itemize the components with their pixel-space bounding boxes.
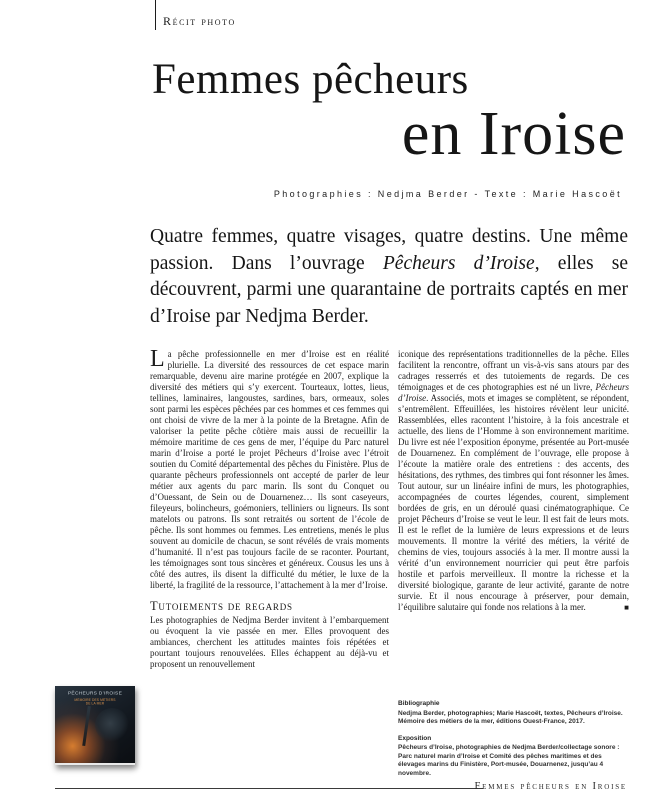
article-column-right <box>398 349 629 613</box>
article-paragraph-2-right <box>398 349 629 613</box>
article-paragraph-1 <box>150 346 389 591</box>
book-cover-gear-shape <box>95 708 129 742</box>
dropcap: L <box>150 346 165 372</box>
page-title-line2: en Iroise <box>401 100 626 168</box>
footer-running-title: Femmes pêcheurs en Iroise <box>474 781 627 792</box>
article-column-left <box>150 346 389 670</box>
article-book-title: Pêcheurs d’Iroise <box>398 382 629 403</box>
article-end-mark: ■ <box>624 603 629 612</box>
bibliography-entry: Nedjma Berder, photographies; Marie Hascoët, textes, Pêcheurs d’Iroise. Mémoire des métiers de la mer, éditions Ouest-France, 2017. <box>398 709 623 725</box>
page-title-line1: Femmes pêcheurs <box>152 56 469 103</box>
section-heading: Tutoiements de regards <box>150 599 293 613</box>
exposition-heading: Exposition <box>398 734 432 742</box>
book-cover-subtitle: MÉMOIRE DES MÉTIERS DE LA MER <box>74 699 116 706</box>
article-paragraph-2-right-text-2: . Associés, mots et images se complètent, se répondent, s’entremêlent. Effeuillées, les histoires révèlent leur unicité. Rassemblées, elles racontent l’histoire, à la fois ancestrale et actuelle, des liens de l’Homme à son environnement maritime. Du livre est née l’exposition éponyme, présentée au Port-musée de Douarnenez. En complément de l’ouvrage, elle propose à l’écoute la matière orale des entretiens : des accents, des hésitations, des rythmes, des timbres qui font résonner les âmes. Tout autour, sur un linéaire infini de murs, les photographies, accompagnées de courtes légendes, courent, simplement bordées de gris, en un déroulé quasi cinématographique. Ce projet Pêcheurs d’Iroise se veut le leur. Il est fait de leurs mots. Il est le reflet de la lumière de leurs expressions et de leurs mouvements. Il montre la vérité des métiers, la vérité de chemins de vies, toujours associés à la mer. Il montre aussi la vérité d’un environnement nourricier qui peut être parfois hostile et parfois merveilleux. Il montre la richesse et la diversité biologique, garante de leur activité, garante de notre survie. Et il nous encourage à préserver, pour demain, l’équilibre salutaire qui fonde nos relations à la mer. <box>398 393 629 612</box>
article-paragraph-2-right-text-1: iconique des représentations traditionnelles de la pêche. Elles facilitent la rencontre, offrant un vis-à-vis sans atours par des cadrages resserrés et des tutoiements de regards. De ces témoignages et de ces photographies est né un livre, <box>398 349 629 392</box>
lede-paragraph <box>150 224 628 330</box>
kicker-rule <box>155 0 156 30</box>
article-paragraph-2-left: Les photographies de Nedjma Berder invitent à l’embarquement ou évoquent la vie passée en mer. Elles provoquent des ambiances, cherchent les attitudes maintes fois répétées et pourtant toujours renouvelées. Elles échappent au déjà-vu et proposent un renouvellement <box>150 615 389 669</box>
kicker-label: Récit photo <box>163 14 236 28</box>
bibliography-block <box>398 700 629 786</box>
book-cover-mast-shape <box>82 706 91 746</box>
book-cover-image <box>55 686 135 765</box>
article-paragraph-1-text: a pêche professionnelle en mer d’Iroise est en réalité plurielle. La diversité des ressources de cet espace marin remarquable, devenu aire marine protégée en 2007, explique la diversité des métiers qui s’y exercent. Tourteaux, lottes, lieus, tellines, laminaires, langoustes, sardines, bars, ormeaux, soles sont parmi les espèces pêchées par ces hommes et ces femmes qui ont choisi de vivre de la mer à la pointe de la Bretagne. Afin de valoriser la petite pêche côtière mais aussi de recueillir la mémoire maritime de ces gens de mer, l’équipe du Parc naturel marin d’Iroise a porté le projet Pêcheurs d’Iroise avec l’étroit soutien du Comité départemental des pêches du Finistère. Plus de quarante pêcheurs professionnels ont accepté de parler de leur métier aux agents du parc marin. Ils sont du Conquet ou d’Ouessant, de Sein ou de Douarnenez… Ils sont caseyeurs, fileyeurs, bolincheurs, goémoniers, telliniers ou ligneurs. Ils sont matelots ou patrons. Ils sont retraités ou sortent de l’école de pêche. Ils sont hommes ou femmes. Les entretiens, menés le plus souvent au domicile de chacun, se sont révélés de vrais moments d’humanité. Il n’est pas toujours facile de se raconter. Pourtant, les témoignages sont tous sincères et généreux. Cousus les uns à côté des autres, ils disent la difficulté du métier, le luxe de la liberté, la fragilité de la ressource, l’attachement à la mer d’Iroise. <box>150 349 389 590</box>
lede-book-title: Pêcheurs d’Iroise <box>382 252 535 274</box>
exposition-entry: Pêcheurs d’Iroise, photographies de Nedjma Berder/collectage sonore : Parc naturel marin d’Iroise et Comité des pêches maritimes et des élevages marins du Finistère, Port-musée, Douarnenez, jusqu’au 4 novembre. <box>398 744 620 777</box>
byline: Photographies : Nedjma Berder - Texte : Marie Hascoët <box>273 189 622 199</box>
lede-text-1: Quatre femmes, quatre visages, quatre destins. Une même passion. Dans l’ouvrage <box>150 226 628 274</box>
footer-rule <box>55 788 483 789</box>
lede-text-2: , elles se découvrent, parmi une quarantaine de portraits captés en mer d’Iroise par Nedjma Berder. <box>150 252 629 327</box>
bibliography-heading: Bibliographie <box>398 700 440 707</box>
book-cover-title: PÊCHEURS D’IROISE <box>67 691 123 696</box>
